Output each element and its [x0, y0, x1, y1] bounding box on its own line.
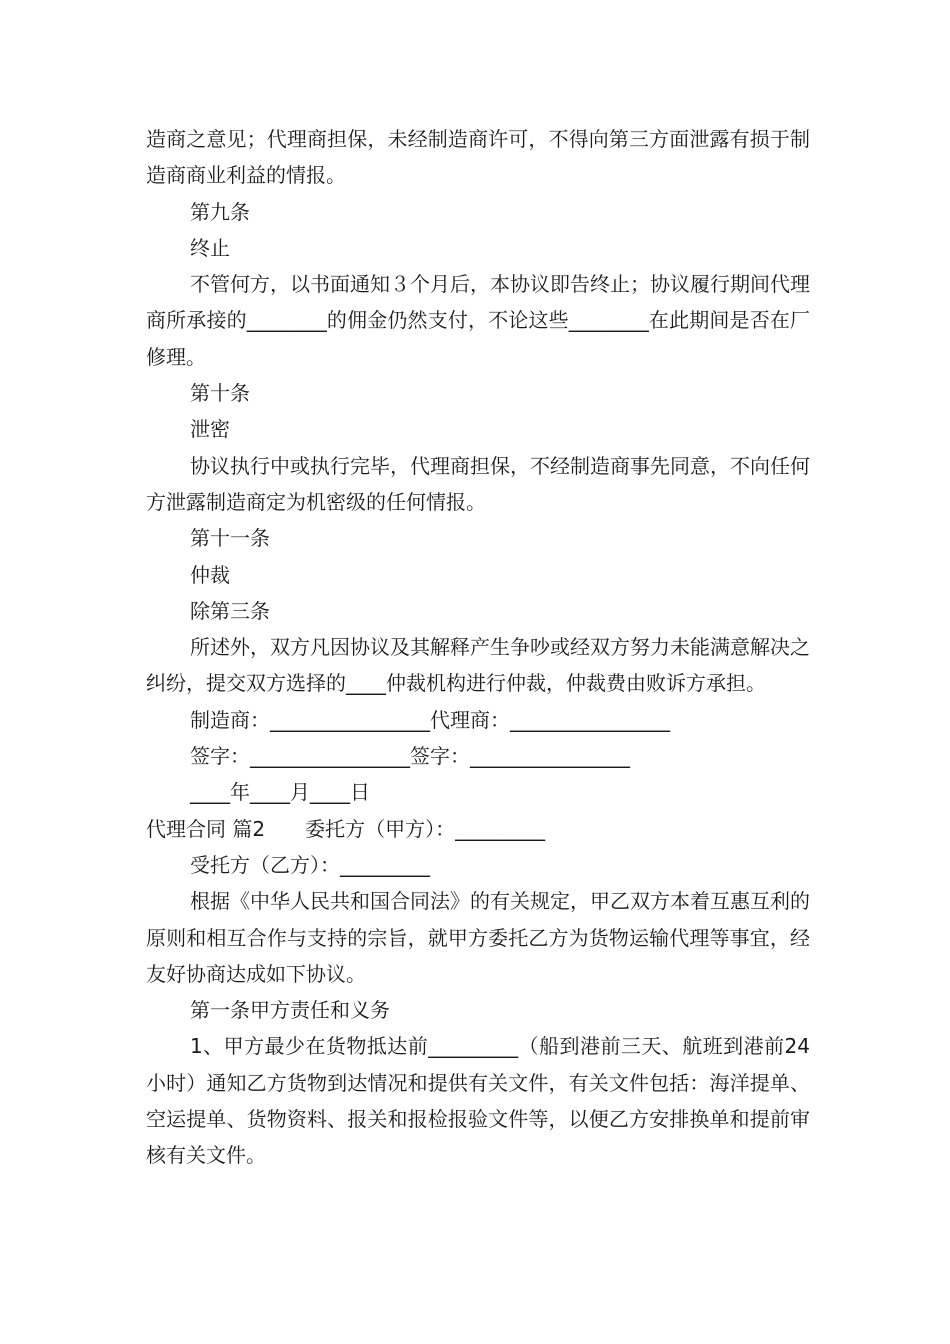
paragraph: 1、甲方最少在货物抵达前_________（船到港前三天、航班到港前24小时）通知乙方货物到达情况和提供有关文件，有关文件包括：海洋提单、空运提单、货物资料、报关和报检报验文件等，以便乙方安排换单和提前审核有关文件。 [146, 1034, 810, 1168]
article-heading: 第一条甲方责任和义务 [190, 998, 390, 1023]
article-heading: 第十一条 [190, 526, 270, 551]
contract-heading: 代理合同 篇2 委托方（甲方）：_________ [146, 816, 546, 841]
document-body [146, 121, 810, 1174]
paragraph: 协议执行中或执行完毕，代理商担保，不经制造商事先同意，不向任何方泄露制造商定为机密级的任何情报。 [146, 453, 810, 514]
article-title: 终止 [190, 235, 230, 260]
paragraph: 不管何方，以书面通知３个月后，本协议即告终止；协议履行期间代理商所承接的________的佣金仍然支付，不论这些________在此期间是否在厂修理。 [146, 272, 810, 369]
article-title: 泄密 [190, 417, 230, 442]
paragraph: 除第三条 [190, 598, 270, 623]
paragraph: 根据《中华人民共和国合同法》的有关规定，甲乙双方本着互惠互利的原则和相互合作与支持的宗旨，就甲方委托乙方为货物运输代理等事宜，经友好协商达成如下协议。 [146, 889, 810, 986]
date-line: ____年____月____日 [190, 780, 370, 805]
paragraph: 造商之意见；代理商担保，未经制造商许可，不得向第三方面泄露有损于制造商商业利益的情报。 [146, 127, 810, 188]
article-title: 仲裁 [190, 562, 230, 587]
signature-line-sign: 签字：________________签字：________________ [190, 744, 630, 769]
signature-line-parties: 制造商：________________代理商：________________ [190, 707, 670, 732]
party-line: 受托方（乙方）：_________ [190, 852, 430, 877]
paragraph: 所述外，双方凡因协议及其解释产生争吵或经双方努力未能满意解决之纠纷，提交双方选择的____仲裁机构进行仲裁，仲裁费由败诉方承担。 [146, 635, 810, 696]
article-heading: 第十条 [190, 381, 250, 406]
article-heading: 第九条 [190, 199, 250, 224]
